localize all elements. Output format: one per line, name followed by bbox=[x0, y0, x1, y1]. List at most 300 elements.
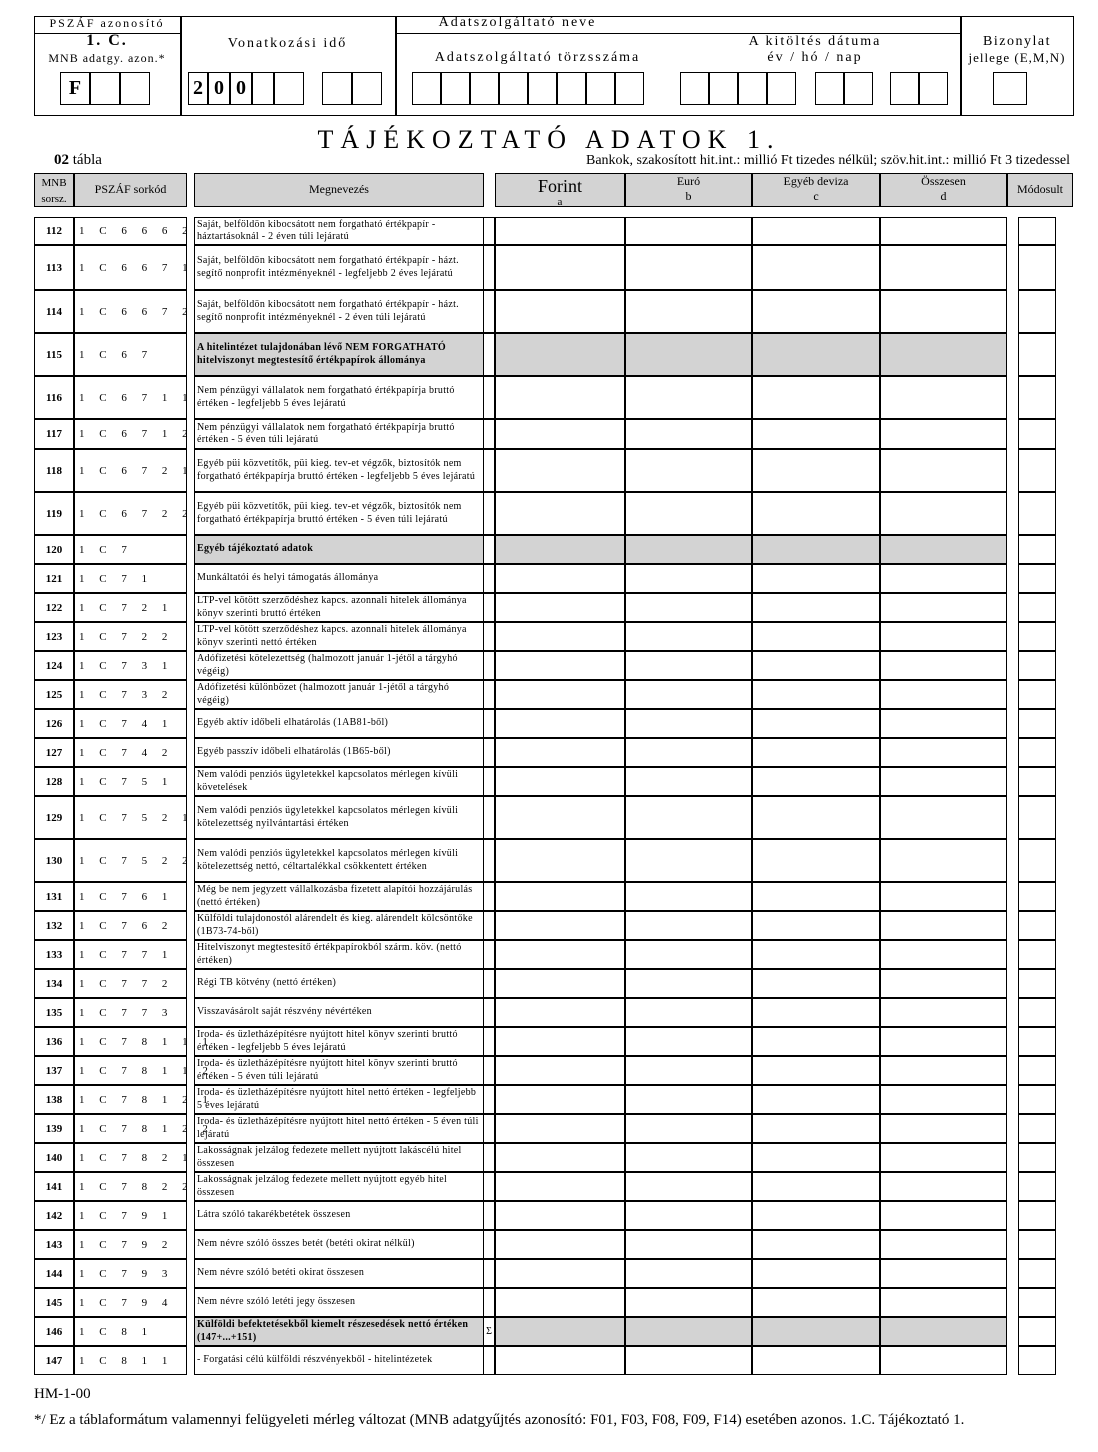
value-osszesen[interactable] bbox=[880, 839, 1007, 882]
value-euro[interactable] bbox=[625, 767, 752, 796]
date-box[interactable] bbox=[844, 72, 873, 105]
value-forint[interactable] bbox=[495, 882, 625, 911]
sigma-cell bbox=[484, 1201, 495, 1230]
row-name: Nem névre szóló összes betét (betéti okirat nélkül) bbox=[194, 1230, 484, 1259]
table-number-value: 02 bbox=[54, 152, 69, 168]
mnb-code-box[interactable] bbox=[120, 72, 150, 105]
row-number: 118 bbox=[34, 449, 74, 492]
sigma-cell bbox=[484, 1056, 495, 1085]
row-name: Külföldi befektetésekből kiemelt részesedések nettó értéken (147+...+151) bbox=[194, 1317, 484, 1346]
value-egyeb-deviza[interactable] bbox=[752, 622, 880, 651]
value-egyeb-deviza[interactable] bbox=[752, 245, 880, 290]
value-egyeb-deviza[interactable] bbox=[752, 1346, 880, 1375]
value-egyeb-deviza[interactable] bbox=[752, 911, 880, 940]
value-euro[interactable] bbox=[625, 796, 752, 839]
value-modosult[interactable] bbox=[1018, 1172, 1056, 1201]
torzsszam-box[interactable] bbox=[528, 72, 557, 105]
sigma-cell bbox=[484, 767, 495, 796]
pszaf-value: 1. C. bbox=[86, 32, 128, 49]
value-forint[interactable] bbox=[495, 245, 625, 290]
value-osszesen[interactable] bbox=[880, 1201, 1007, 1230]
kitoltes-sub: év / hó / nap bbox=[767, 50, 863, 65]
value-euro[interactable] bbox=[625, 1288, 752, 1317]
value-forint[interactable] bbox=[495, 651, 625, 680]
value-modosult[interactable] bbox=[1018, 1259, 1056, 1288]
table-row bbox=[0, 290, 1098, 333]
value-forint[interactable] bbox=[495, 1027, 625, 1056]
period-digit-box[interactable] bbox=[252, 72, 274, 105]
value-forint[interactable] bbox=[495, 492, 625, 535]
row-code: 1 C 6 7 2 1 bbox=[74, 449, 187, 492]
col-header-egyeb bbox=[752, 173, 880, 207]
row-name: Régi TB kötvény (nettó értéken) bbox=[194, 969, 484, 998]
value-euro[interactable] bbox=[625, 535, 752, 564]
value-modosult[interactable] bbox=[1018, 882, 1056, 911]
value-forint[interactable] bbox=[495, 1288, 625, 1317]
value-osszesen[interactable] bbox=[880, 998, 1007, 1027]
row-code: 1 C 7 3 2 bbox=[74, 680, 187, 709]
value-euro[interactable] bbox=[625, 911, 752, 940]
value-osszesen[interactable] bbox=[880, 1114, 1007, 1143]
row-code: 1 C 7 1 bbox=[74, 564, 187, 593]
value-forint[interactable] bbox=[495, 911, 625, 940]
value-modosult[interactable] bbox=[1018, 333, 1056, 376]
table-row bbox=[0, 1288, 1098, 1317]
sigma-cell bbox=[484, 998, 495, 1027]
table-row bbox=[0, 492, 1098, 535]
row-number: 135 bbox=[34, 998, 74, 1027]
value-euro[interactable] bbox=[625, 376, 752, 419]
value-modosult[interactable] bbox=[1018, 535, 1056, 564]
torzsszam-box[interactable] bbox=[470, 72, 499, 105]
sigma-cell bbox=[484, 969, 495, 998]
value-euro[interactable] bbox=[625, 1201, 752, 1230]
table-row bbox=[0, 940, 1098, 969]
value-modosult[interactable] bbox=[1018, 1346, 1056, 1375]
value-osszesen[interactable] bbox=[880, 535, 1007, 564]
mnb-code-box[interactable] bbox=[90, 72, 120, 105]
value-modosult[interactable] bbox=[1018, 1114, 1056, 1143]
value-osszesen[interactable] bbox=[880, 1230, 1007, 1259]
value-osszesen[interactable] bbox=[880, 796, 1007, 839]
row-number: 145 bbox=[34, 1288, 74, 1317]
value-forint[interactable] bbox=[495, 290, 625, 333]
value-egyeb-deviza[interactable] bbox=[752, 1027, 880, 1056]
value-modosult[interactable] bbox=[1018, 622, 1056, 651]
bizonylat-box[interactable] bbox=[993, 72, 1027, 105]
header-divider bbox=[960, 16, 962, 116]
table-row bbox=[0, 882, 1098, 911]
value-forint[interactable] bbox=[495, 998, 625, 1027]
sigma-cell bbox=[484, 290, 495, 333]
value-osszesen[interactable] bbox=[880, 449, 1007, 492]
value-euro[interactable] bbox=[625, 217, 752, 245]
value-euro[interactable] bbox=[625, 1230, 752, 1259]
value-modosult[interactable] bbox=[1018, 911, 1056, 940]
form-id: HM-1-00 bbox=[34, 1386, 91, 1402]
value-forint[interactable] bbox=[495, 1056, 625, 1085]
value-modosult[interactable] bbox=[1018, 796, 1056, 839]
date-box[interactable] bbox=[680, 72, 709, 105]
value-forint[interactable] bbox=[495, 738, 625, 767]
value-forint[interactable] bbox=[495, 593, 625, 622]
row-code: 1 C 7 9 3 bbox=[74, 1259, 187, 1288]
row-number: 127 bbox=[34, 738, 74, 767]
value-euro[interactable] bbox=[625, 449, 752, 492]
value-egyeb-deviza[interactable] bbox=[752, 419, 880, 449]
table-row bbox=[0, 1259, 1098, 1288]
value-egyeb-deviza[interactable] bbox=[752, 998, 880, 1027]
col-header-modosult: Módosult bbox=[1007, 173, 1073, 207]
value-egyeb-deviza[interactable] bbox=[752, 738, 880, 767]
row-number: 129 bbox=[34, 796, 74, 839]
value-osszesen[interactable] bbox=[880, 217, 1007, 245]
value-osszesen[interactable] bbox=[880, 1259, 1007, 1288]
value-osszesen[interactable] bbox=[880, 492, 1007, 535]
value-osszesen[interactable] bbox=[880, 245, 1007, 290]
value-euro[interactable] bbox=[625, 1143, 752, 1172]
value-osszesen[interactable] bbox=[880, 1346, 1007, 1375]
col-header-osszesen-letter: d bbox=[940, 189, 947, 203]
value-egyeb-deviza[interactable] bbox=[752, 767, 880, 796]
torzsszam-box[interactable] bbox=[557, 72, 586, 105]
sigma-cell bbox=[484, 839, 495, 882]
table-row bbox=[0, 564, 1098, 593]
value-modosult[interactable] bbox=[1018, 376, 1056, 419]
sigma-cell bbox=[484, 622, 495, 651]
value-egyeb-deviza[interactable] bbox=[752, 680, 880, 709]
row-code: 1 C 7 2 1 bbox=[74, 593, 187, 622]
value-euro[interactable] bbox=[625, 1172, 752, 1201]
value-modosult[interactable] bbox=[1018, 1201, 1056, 1230]
value-egyeb-deviza[interactable] bbox=[752, 564, 880, 593]
value-euro[interactable] bbox=[625, 940, 752, 969]
col-header-pszaf: PSZÁF sorkód bbox=[74, 173, 187, 207]
row-code: 1 C 6 7 2 2 bbox=[74, 492, 187, 535]
row-number: 144 bbox=[34, 1259, 74, 1288]
value-osszesen[interactable] bbox=[880, 376, 1007, 419]
value-egyeb-deviza[interactable] bbox=[752, 593, 880, 622]
value-modosult[interactable] bbox=[1018, 564, 1056, 593]
date-box[interactable] bbox=[738, 72, 767, 105]
row-number: 128 bbox=[34, 767, 74, 796]
value-egyeb-deviza[interactable] bbox=[752, 333, 880, 376]
row-number: 122 bbox=[34, 593, 74, 622]
col-header-osszesen-label: Összesen bbox=[921, 174, 966, 188]
value-modosult[interactable] bbox=[1018, 290, 1056, 333]
value-osszesen[interactable] bbox=[880, 969, 1007, 998]
value-modosult[interactable] bbox=[1018, 709, 1056, 738]
value-osszesen[interactable] bbox=[880, 651, 1007, 680]
torzsszam-box[interactable] bbox=[412, 72, 441, 105]
value-modosult[interactable] bbox=[1018, 217, 1056, 245]
value-euro[interactable] bbox=[625, 882, 752, 911]
row-name: Saját, belföldön kibocsátott nem forgatható értékpapír - házt. segítő nonprofit intézményeknél - legfeljebb 2 éves lejáratú bbox=[194, 245, 484, 290]
torzsszam-box[interactable] bbox=[499, 72, 528, 105]
sigma-cell bbox=[484, 680, 495, 709]
vonatkozasi-label: Vonatkozási idő bbox=[227, 36, 348, 51]
value-modosult[interactable] bbox=[1018, 1288, 1056, 1317]
value-osszesen[interactable] bbox=[880, 882, 1007, 911]
row-code: 1 C 7 5 2 1 bbox=[74, 796, 187, 839]
value-forint[interactable] bbox=[495, 535, 625, 564]
sigma-cell bbox=[484, 651, 495, 680]
value-euro[interactable] bbox=[625, 709, 752, 738]
value-egyeb-deviza[interactable] bbox=[752, 535, 880, 564]
value-euro[interactable] bbox=[625, 564, 752, 593]
row-code: 1 C 7 8 1 1 1 bbox=[74, 1027, 187, 1056]
value-forint[interactable] bbox=[495, 940, 625, 969]
value-osszesen[interactable] bbox=[880, 709, 1007, 738]
value-euro[interactable] bbox=[625, 492, 752, 535]
value-euro[interactable] bbox=[625, 1317, 752, 1346]
value-egyeb-deviza[interactable] bbox=[752, 839, 880, 882]
table-row bbox=[0, 1027, 1098, 1056]
torzsszam-box[interactable] bbox=[441, 72, 470, 105]
value-forint[interactable] bbox=[495, 767, 625, 796]
row-code: 1 C 7 9 4 bbox=[74, 1288, 187, 1317]
table-row bbox=[0, 651, 1098, 680]
value-osszesen[interactable] bbox=[880, 1288, 1007, 1317]
value-euro[interactable] bbox=[625, 1085, 752, 1114]
value-osszesen[interactable] bbox=[880, 1317, 1007, 1346]
value-euro[interactable] bbox=[625, 651, 752, 680]
period-digit-box[interactable] bbox=[322, 72, 352, 105]
value-modosult[interactable] bbox=[1018, 1027, 1056, 1056]
value-osszesen[interactable] bbox=[880, 940, 1007, 969]
sigma-cell bbox=[484, 796, 495, 839]
value-modosult[interactable] bbox=[1018, 245, 1056, 290]
value-euro[interactable] bbox=[625, 839, 752, 882]
value-egyeb-deviza[interactable] bbox=[752, 1143, 880, 1172]
value-modosult[interactable] bbox=[1018, 998, 1056, 1027]
period-digit-box[interactable] bbox=[352, 72, 382, 105]
table-row bbox=[0, 1085, 1098, 1114]
value-modosult[interactable] bbox=[1018, 839, 1056, 882]
value-egyeb-deviza[interactable] bbox=[752, 651, 880, 680]
period-digit-box[interactable]: 2 bbox=[188, 72, 208, 105]
value-osszesen[interactable] bbox=[880, 738, 1007, 767]
value-euro[interactable] bbox=[625, 969, 752, 998]
row-number: 126 bbox=[34, 709, 74, 738]
date-box[interactable] bbox=[709, 72, 738, 105]
value-osszesen[interactable] bbox=[880, 1085, 1007, 1114]
row-code: 1 C 7 bbox=[74, 535, 187, 564]
sigma-cell bbox=[484, 1172, 495, 1201]
table-row bbox=[0, 1172, 1098, 1201]
torzsszam-box[interactable] bbox=[615, 72, 644, 105]
sigma-cell bbox=[484, 1027, 495, 1056]
value-osszesen[interactable] bbox=[880, 419, 1007, 449]
value-forint[interactable] bbox=[495, 333, 625, 376]
value-egyeb-deviza[interactable] bbox=[752, 796, 880, 839]
row-name: Saját, belföldön kibocsátott nem forgatható értékpapír - háztartásoknál - 2 éven túli lejáratú bbox=[194, 217, 484, 245]
value-euro[interactable] bbox=[625, 1027, 752, 1056]
value-egyeb-deviza[interactable] bbox=[752, 940, 880, 969]
row-number: 112 bbox=[34, 217, 74, 245]
value-forint[interactable] bbox=[495, 564, 625, 593]
value-egyeb-deviza[interactable] bbox=[752, 1259, 880, 1288]
value-forint[interactable] bbox=[495, 1114, 625, 1143]
mnb-label: MNB adatgy. azon.* bbox=[48, 51, 166, 65]
value-modosult[interactable] bbox=[1018, 767, 1056, 796]
value-modosult[interactable] bbox=[1018, 419, 1056, 449]
value-egyeb-deviza[interactable] bbox=[752, 1288, 880, 1317]
value-osszesen[interactable] bbox=[880, 333, 1007, 376]
date-box[interactable] bbox=[890, 72, 919, 105]
date-box[interactable] bbox=[815, 72, 844, 105]
value-modosult[interactable] bbox=[1018, 651, 1056, 680]
value-euro[interactable] bbox=[625, 622, 752, 651]
value-forint[interactable] bbox=[495, 1259, 625, 1288]
value-forint[interactable] bbox=[495, 376, 625, 419]
sigma-cell bbox=[484, 911, 495, 940]
period-digit-box[interactable]: 0 bbox=[208, 72, 230, 105]
value-euro[interactable] bbox=[625, 680, 752, 709]
value-egyeb-deviza[interactable] bbox=[752, 1172, 880, 1201]
row-code: 1 C 6 6 7 2 bbox=[74, 290, 187, 333]
value-osszesen[interactable] bbox=[880, 767, 1007, 796]
row-code: 1 C 7 8 2 1 bbox=[74, 1143, 187, 1172]
value-forint[interactable] bbox=[495, 1346, 625, 1375]
value-forint[interactable] bbox=[495, 449, 625, 492]
value-forint[interactable] bbox=[495, 839, 625, 882]
value-euro[interactable] bbox=[625, 245, 752, 290]
value-euro[interactable] bbox=[625, 1056, 752, 1085]
value-euro[interactable] bbox=[625, 593, 752, 622]
table-row bbox=[0, 1143, 1098, 1172]
row-name: Iroda- és üzletházépítésre nyújtott hitel nettó értéken - legfeljebb 5 éves lejáratú bbox=[194, 1085, 484, 1114]
header-divider bbox=[180, 16, 182, 116]
value-egyeb-deviza[interactable] bbox=[752, 1085, 880, 1114]
sigma-cell bbox=[484, 245, 495, 290]
table-row bbox=[0, 535, 1098, 564]
value-osszesen[interactable] bbox=[880, 911, 1007, 940]
row-name: Hitelviszonyt megtestesítő értékpapírokból szárm. köv. (nettó értéken) bbox=[194, 940, 484, 969]
row-name: Nem pénzügyi vállalatok nem forgatható értékpapírja bruttó értéken - 5 éven túli lejáratú bbox=[194, 419, 484, 449]
value-forint[interactable] bbox=[495, 796, 625, 839]
value-forint[interactable] bbox=[495, 1230, 625, 1259]
value-osszesen[interactable] bbox=[880, 593, 1007, 622]
value-osszesen[interactable] bbox=[880, 564, 1007, 593]
table-row bbox=[0, 593, 1098, 622]
value-modosult[interactable] bbox=[1018, 1317, 1056, 1346]
row-code: 1 C 7 2 2 bbox=[74, 622, 187, 651]
row-name: Lakosságnak jelzálog fedezete mellett nyújtott lakáscélú hitel összesen bbox=[194, 1143, 484, 1172]
value-forint[interactable] bbox=[495, 217, 625, 245]
value-osszesen[interactable] bbox=[880, 1172, 1007, 1201]
value-egyeb-deviza[interactable] bbox=[752, 376, 880, 419]
value-modosult[interactable] bbox=[1018, 492, 1056, 535]
col-header-forint bbox=[495, 173, 625, 207]
row-code: 1 C 7 5 1 bbox=[74, 767, 187, 796]
value-egyeb-deviza[interactable] bbox=[752, 882, 880, 911]
value-egyeb-deviza[interactable] bbox=[752, 290, 880, 333]
row-number: 113 bbox=[34, 245, 74, 290]
value-forint[interactable] bbox=[495, 709, 625, 738]
row-number: 137 bbox=[34, 1056, 74, 1085]
value-forint[interactable] bbox=[495, 1317, 625, 1346]
value-forint[interactable] bbox=[495, 622, 625, 651]
row-name: Egyéb püi közvetítők, püi kieg. tev-et végzők, biztosítók nem forgatható értékpapírja bruttó értéken - legfeljebb 5 éves lejáratú bbox=[194, 449, 484, 492]
value-egyeb-deviza[interactable] bbox=[752, 449, 880, 492]
value-modosult[interactable] bbox=[1018, 940, 1056, 969]
value-euro[interactable] bbox=[625, 738, 752, 767]
value-modosult[interactable] bbox=[1018, 1056, 1056, 1085]
value-egyeb-deviza[interactable] bbox=[752, 1114, 880, 1143]
period-digit-box[interactable] bbox=[274, 72, 304, 105]
row-code: 1 C 6 7 bbox=[74, 333, 187, 376]
value-modosult[interactable] bbox=[1018, 1143, 1056, 1172]
mnb-code-box[interactable]: F bbox=[60, 72, 90, 105]
value-osszesen[interactable] bbox=[880, 622, 1007, 651]
row-name: Iroda- és üzletházépítésre nyújtott hitel nettó értéken - 5 éven túli lejáratú bbox=[194, 1114, 484, 1143]
value-forint[interactable] bbox=[495, 1201, 625, 1230]
value-modosult[interactable] bbox=[1018, 593, 1056, 622]
date-box[interactable] bbox=[767, 72, 796, 105]
table-row bbox=[0, 709, 1098, 738]
value-forint[interactable] bbox=[495, 419, 625, 449]
row-code: 1 C 7 4 2 bbox=[74, 738, 187, 767]
value-osszesen[interactable] bbox=[880, 1143, 1007, 1172]
value-egyeb-deviza[interactable] bbox=[752, 1056, 880, 1085]
value-egyeb-deviza[interactable] bbox=[752, 969, 880, 998]
sigma-cell bbox=[484, 1346, 495, 1375]
row-number: 147 bbox=[34, 1346, 74, 1375]
value-egyeb-deviza[interactable] bbox=[752, 1201, 880, 1230]
table-row bbox=[0, 1230, 1098, 1259]
value-forint[interactable] bbox=[495, 1172, 625, 1201]
torzsszam-box[interactable] bbox=[586, 72, 615, 105]
sigma-cell bbox=[484, 940, 495, 969]
value-forint[interactable] bbox=[495, 680, 625, 709]
value-modosult[interactable] bbox=[1018, 969, 1056, 998]
value-modosult[interactable] bbox=[1018, 738, 1056, 767]
torzsszam-label: Adatszolgáltató törzsszáma bbox=[434, 50, 641, 65]
value-modosult[interactable] bbox=[1018, 1230, 1056, 1259]
value-euro[interactable] bbox=[625, 290, 752, 333]
date-box[interactable] bbox=[919, 72, 948, 105]
value-euro[interactable] bbox=[625, 998, 752, 1027]
value-euro[interactable] bbox=[625, 419, 752, 449]
row-name: Iroda- és üzletházépítésre nyújtott hitel könyv szerinti bruttó értéken - legfeljebb 5 éves lejáratú bbox=[194, 1027, 484, 1056]
row-number: 143 bbox=[34, 1230, 74, 1259]
value-euro[interactable] bbox=[625, 1346, 752, 1375]
row-name: Nem valódi penziós ügyletekkel kapcsolatos mérlegen kívüli kötelezettség nettó, céltartalékkal csökkentett értéken bbox=[194, 839, 484, 882]
value-osszesen[interactable] bbox=[880, 680, 1007, 709]
value-forint[interactable] bbox=[495, 1085, 625, 1114]
table-row bbox=[0, 969, 1098, 998]
value-egyeb-deviza[interactable] bbox=[752, 709, 880, 738]
value-egyeb-deviza[interactable] bbox=[752, 492, 880, 535]
value-modosult[interactable] bbox=[1018, 680, 1056, 709]
value-forint[interactable] bbox=[495, 969, 625, 998]
value-modosult[interactable] bbox=[1018, 1085, 1056, 1114]
value-osszesen[interactable] bbox=[880, 1027, 1007, 1056]
value-egyeb-deviza[interactable] bbox=[752, 1230, 880, 1259]
value-euro[interactable] bbox=[625, 333, 752, 376]
period-digit-box[interactable]: 0 bbox=[230, 72, 252, 105]
table-row bbox=[0, 738, 1098, 767]
value-egyeb-deviza[interactable] bbox=[752, 217, 880, 245]
value-egyeb-deviza[interactable] bbox=[752, 1317, 880, 1346]
value-modosult[interactable] bbox=[1018, 449, 1056, 492]
value-euro[interactable] bbox=[625, 1114, 752, 1143]
value-euro[interactable] bbox=[625, 1259, 752, 1288]
value-osszesen[interactable] bbox=[880, 290, 1007, 333]
value-osszesen[interactable] bbox=[880, 1056, 1007, 1085]
value-forint[interactable] bbox=[495, 1143, 625, 1172]
